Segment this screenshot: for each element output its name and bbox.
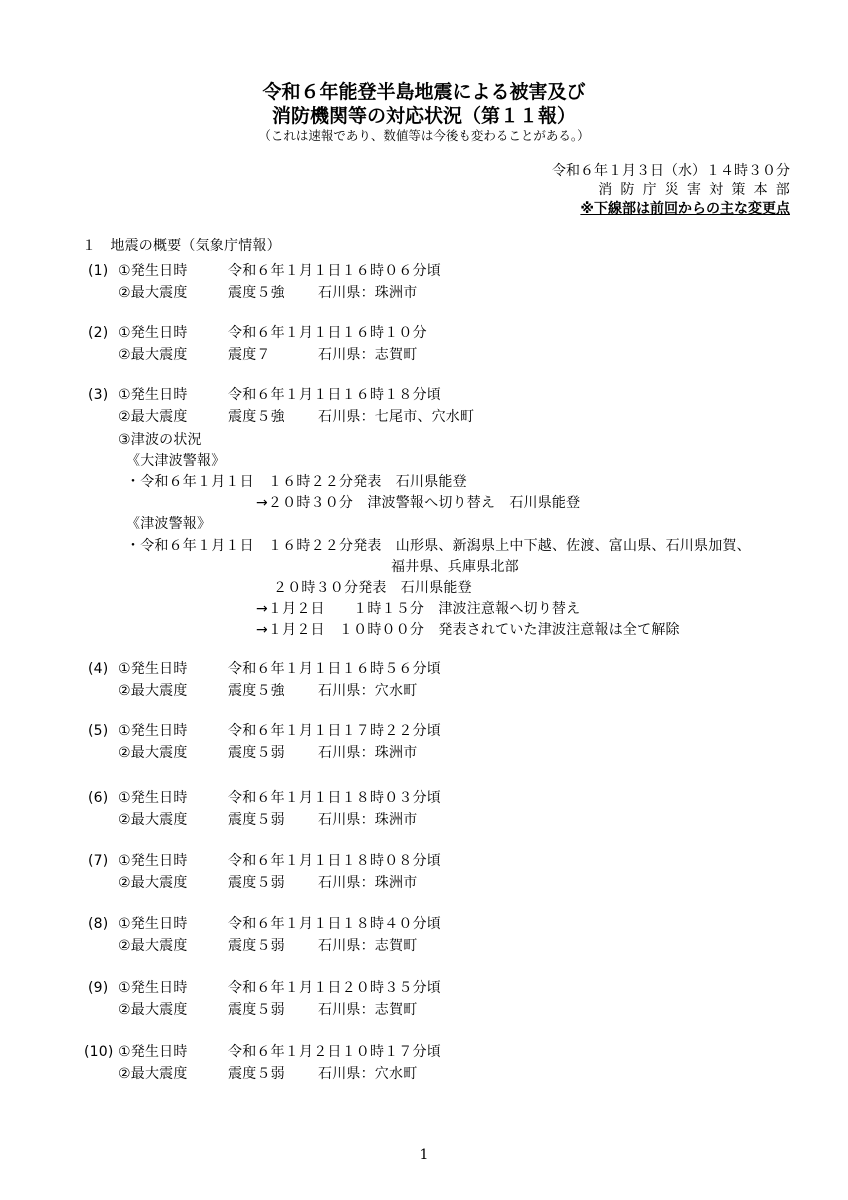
issuer: 消防庁災害対策本部 xyxy=(598,182,798,198)
warning-line-4: →１月２日 １時１５分 津波注意報へ切り替え xyxy=(256,601,581,617)
max-intensity-location: 石川県：珠洲市 xyxy=(318,875,418,891)
occurrence-datetime: 令和６年１月１日１６時５６分頃 xyxy=(228,661,441,677)
occurrence-datetime: 令和６年１月１日２０時３５分頃 xyxy=(228,980,441,996)
occurrence-label: ①発生日時 xyxy=(118,790,188,806)
occurrence-datetime: 令和６年１月１日１６時１８分頃 xyxy=(228,387,441,403)
max-intensity-label: ②最大震度 xyxy=(118,683,188,699)
max-intensity-value: 震度５弱 xyxy=(228,745,285,761)
occurrence-label: ①発生日時 xyxy=(118,853,188,869)
max-intensity-value: 震度５強 xyxy=(228,409,285,425)
quake-number: (8) xyxy=(88,916,109,932)
occurrence-label: ①発生日時 xyxy=(118,723,188,739)
max-intensity-value: 震度５強 xyxy=(228,683,285,699)
max-intensity-value: 震度５弱 xyxy=(228,812,285,828)
max-intensity-location: 石川県：志賀町 xyxy=(318,347,418,363)
page-number: 1 xyxy=(419,1147,429,1163)
max-intensity-location: 石川県：穴水町 xyxy=(318,1066,418,1082)
quake-number: (9) xyxy=(88,980,109,996)
max-intensity-value: 震度５弱 xyxy=(228,1002,285,1018)
max-intensity-label: ②最大震度 xyxy=(118,875,188,891)
quake-number: (4) xyxy=(88,661,109,677)
max-intensity-label: ②最大震度 xyxy=(118,409,188,425)
title-line-2: 消防機関等の対応状況（第１１報） xyxy=(271,105,576,127)
max-intensity-value: 震度５強 xyxy=(228,285,285,301)
max-intensity-label: ②最大震度 xyxy=(118,1066,188,1082)
occurrence-label: ①発生日時 xyxy=(118,1044,188,1060)
quake-number: (6) xyxy=(88,790,109,806)
max-intensity-location: 石川県：珠洲市 xyxy=(318,745,418,761)
max-intensity-value: 震度５弱 xyxy=(228,1066,285,1082)
occurrence-label: ①発生日時 xyxy=(118,916,188,932)
occurrence-datetime: 令和６年１月１日１８時４０分頃 xyxy=(228,916,441,932)
warning-heading: 《津波警報》 xyxy=(126,516,212,532)
max-intensity-label: ②最大震度 xyxy=(118,745,188,761)
max-intensity-value: 震度５弱 xyxy=(228,938,285,954)
occurrence-label: ①発生日時 xyxy=(118,387,188,403)
max-intensity-location: 石川県：珠洲市 xyxy=(318,285,418,301)
occurrence-datetime: 令和６年１月１日１８時０３分頃 xyxy=(228,790,441,806)
max-intensity-location: 石川県：志賀町 xyxy=(318,938,418,954)
quake-number: (1) xyxy=(88,263,109,279)
max-intensity-location: 石川県：七尾市、穴水町 xyxy=(318,409,475,425)
quake-number: (3) xyxy=(88,387,109,403)
max-intensity-label: ②最大震度 xyxy=(118,938,188,954)
quake-number: (2) xyxy=(88,325,109,341)
section-heading: １ 地震の概要（気象庁情報） xyxy=(82,238,281,254)
occurrence-datetime: 令和６年１月１日１７時２２分頃 xyxy=(228,723,441,739)
warning-line-5: →１月２日 １０時００分 発表されていた津波注意報は全て解除 xyxy=(256,622,680,638)
quake-number: (5) xyxy=(88,723,109,739)
occurrence-label: ①発生日時 xyxy=(118,263,188,279)
warning-line-2: 福井県、兵庫県北部 xyxy=(391,559,519,575)
max-intensity-label: ②最大震度 xyxy=(118,1002,188,1018)
occurrence-datetime: 令和６年１月１日１６時０６分頃 xyxy=(228,263,441,279)
major-warning-line-1: ・令和６年１月１日 １６時２２分発表 石川県能登 xyxy=(126,474,467,490)
occurrence-label: ①発生日時 xyxy=(118,325,188,341)
max-intensity-label: ②最大震度 xyxy=(118,285,188,301)
max-intensity-label: ②最大震度 xyxy=(118,347,188,363)
occurrence-datetime: 令和６年１月２日１０時１７分頃 xyxy=(228,1044,441,1060)
change-note: ※下線部は前回からの主な変更点 xyxy=(580,201,790,217)
major-warning-line-2: →２０時３０分 津波警報へ切り替え 石川県能登 xyxy=(256,495,581,511)
warning-line-3: ２０時３０分発表 石川県能登 xyxy=(273,580,472,596)
quake-number: (7) xyxy=(88,853,109,869)
max-intensity-value: 震度５弱 xyxy=(228,875,285,891)
max-intensity-value: 震度７ xyxy=(228,347,271,363)
quake-number: (10) xyxy=(84,1044,114,1060)
occurrence-datetime: 令和６年１月１日１８時０８分頃 xyxy=(228,853,441,869)
warning-line-1: ・令和６年１月１日 １６時２２分発表 山形県、新潟県上中下越、佐渡、富山県、石川県加賀、 xyxy=(126,538,751,554)
report-date: 令和６年１月３日（水）１４時３０分 xyxy=(552,163,790,179)
occurrence-label: ①発生日時 xyxy=(118,661,188,677)
tsunami-label: ③津波の状況 xyxy=(118,432,202,448)
occurrence-datetime: 令和６年１月１日１６時１０分 xyxy=(228,325,427,341)
major-warning-heading: 《大津波警報》 xyxy=(126,453,226,469)
subtitle: （これは速報であり、数値等は今後も変わることがある。） xyxy=(258,128,590,143)
max-intensity-label: ②最大震度 xyxy=(118,812,188,828)
max-intensity-location: 石川県：志賀町 xyxy=(318,1002,418,1018)
title-line-1: 令和６年能登半島地震による被害及び xyxy=(262,81,586,103)
max-intensity-location: 石川県：珠洲市 xyxy=(318,812,418,828)
occurrence-label: ①発生日時 xyxy=(118,980,188,996)
max-intensity-location: 石川県：穴水町 xyxy=(318,683,418,699)
